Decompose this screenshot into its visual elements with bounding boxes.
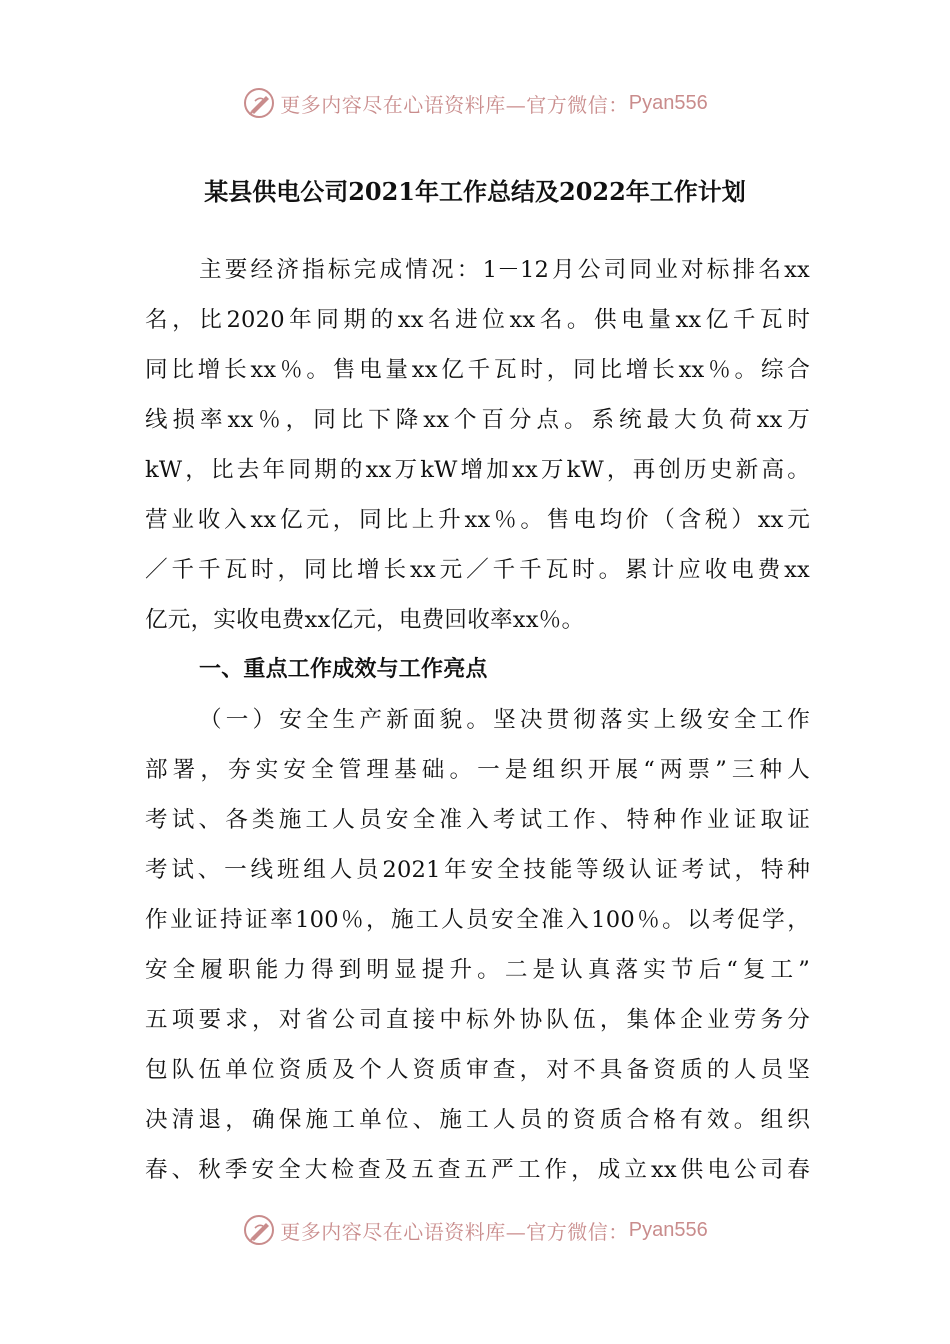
section-heading: 一、重点工作成效与工作亮点 (199, 657, 488, 682)
paragraph-line: 营业收入xx亿元，同比上升xx％。售电均价（含税）xx元 (145, 507, 810, 533)
paragraph-line: 五项要求，对省公司直接中标外协队伍，集体企业劳务分 (145, 1007, 810, 1033)
paragraph-line: 包队伍单位资质及个人资质审查，对不具备资质的人员坚 (145, 1057, 810, 1083)
paragraph-line: 安全履职能力得到明显提升。二是认真落实节后“复工” (145, 957, 810, 983)
paragraph-line: 春、秋季安全大检查及五查五严工作，成立xx供电公司春 (145, 1157, 810, 1183)
paragraph-line: 亿元，实收电费xx亿元，电费回收率xx％。 (145, 607, 585, 633)
watermark-wechat-id: Pyan556 (628, 91, 708, 114)
paragraph-line: 主要经济指标完成情况：1－12月公司同业对标排名xx (199, 257, 810, 283)
pen-logo-icon (242, 86, 276, 120)
document-title: 某县供电公司2021年工作总结及2022年工作计划 (204, 177, 746, 206)
paragraph-line: 作业证持证率100％，施工人员安全准入100％。以考促学， (145, 907, 810, 933)
watermark-text: 更多内容尽在心语资料库—官方微信： (280, 92, 629, 117)
paragraph-line: 考试、各类施工人员安全准入考试工作、特种作业证取证 (145, 807, 810, 833)
paragraph-line: 同比增长xx％。售电量xx亿千瓦时，同比增长xx％。综合 (145, 357, 810, 383)
watermark-text: 更多内容尽在心语资料库—官方微信： (280, 1219, 629, 1244)
paragraph-line: 名，比2020年同期的xx名进位xx名。供电量xx亿千瓦时 (145, 307, 810, 333)
paragraph-line: 部署，夯实安全管理基础。一是组织开展“两票”三种人 (145, 757, 810, 783)
paragraph-line: （一）安全生产新面貌。坚决贯彻落实上级安全工作 (199, 707, 810, 733)
paragraph-line: ／千千瓦时，同比增长xx元／千千瓦时。累计应收电费xx (145, 557, 810, 583)
paragraph-line: 考试、一线班组人员2021年安全技能等级认证考试，特种 (145, 857, 810, 883)
header-watermark-banner (0, 83, 950, 123)
paragraph-line: 线损率xx％，同比下降xx个百分点。系统最大负荷xx万 (145, 407, 810, 433)
footer-watermark-banner (0, 1210, 950, 1250)
pen-logo-icon (242, 1213, 276, 1247)
paragraph-line: 决清退，确保施工单位、施工人员的资质合格有效。组织 (145, 1107, 810, 1133)
watermark-wechat-id: Pyan556 (628, 1218, 708, 1241)
paragraph-line: kW，比去年同期的xx万kW增加xx万kW，再创历史新高。 (145, 457, 810, 483)
